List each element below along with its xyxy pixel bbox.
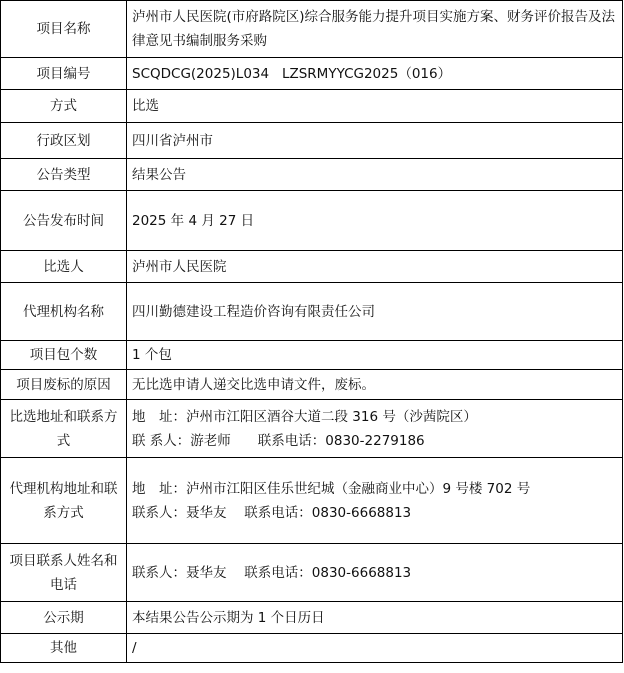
label-agency-name: 代理机构名称 [1,283,127,341]
value-purchaser: 泸州市人民医院 [127,251,623,283]
value-project-name: 泸州市人民医院(市府路院区)综合服务能力提升项目实施方案、财务评价报告及法律意见书编制服务采购 [127,1,623,58]
purchaser-contact-line: 联 系人：游老师 联系电话：0830-2279186 [132,432,425,449]
label-void-reason: 项目废标的原因 [1,370,127,400]
row-agency-name [1,283,623,341]
row-agency-contact [1,458,623,544]
row-project-contact [1,544,623,602]
row-region [1,123,623,159]
value-publish-date: 2025 年 4 月 27 日 [127,191,623,251]
value-region: 四川省泸州市 [127,123,623,159]
label-project-contact: 项目联系人姓名和电话 [1,544,127,602]
label-other: 其他 [1,634,127,663]
row-other [1,634,623,663]
value-other: / [127,634,623,663]
label-package-count: 项目包个数 [1,341,127,370]
row-project-number [1,58,623,90]
label-purchaser-contact: 比选地址和联系方式 [1,400,127,458]
row-project-name [1,1,623,58]
label-publicity-period: 公示期 [1,602,127,634]
row-publish-date [1,191,623,251]
row-purchaser-contact [1,400,623,458]
value-publicity-period: 本结果公告公示期为 1 个日历日 [127,602,623,634]
value-package-count: 1 个包 [127,341,623,370]
row-publicity-period [1,602,623,634]
label-agency-contact: 代理机构地址和联系方式 [1,458,127,544]
value-void-reason: 无比选申请人递交比选申请文件，废标。 [127,370,623,400]
row-purchaser [1,251,623,283]
agency-address-line: 地 址：泸州市江阳区佳乐世纪城（金融商业中心）9 号楼 702 号 [132,480,531,497]
purchaser-address-line: 地 址：泸州市江阳区酒谷大道二段 316 号（沙茜院区） [132,408,477,425]
value-project-number: SCQDCG(2025)L034 LZSRMYYCG2025（016） [127,58,623,90]
label-announcement-type: 公告类型 [1,159,127,191]
label-project-name: 项目名称 [1,1,127,58]
label-region: 行政区划 [1,123,127,159]
agency-contact-line: 联系人：聂华友 联系电话：0830-6668813 [132,504,412,521]
row-void-reason [1,370,623,400]
label-method: 方式 [1,90,127,123]
row-announcement-type [1,159,623,191]
label-purchaser: 比选人 [1,251,127,283]
value-agency-contact [127,458,623,544]
value-purchaser-contact [127,400,623,458]
value-method: 比选 [127,90,623,123]
row-method [1,90,623,123]
label-project-number: 项目编号 [1,58,127,90]
label-publish-date: 公告发布时间 [1,191,127,251]
value-agency-name: 四川勤德建设工程造价咨询有限责任公司 [127,283,623,341]
row-package-count [1,341,623,370]
value-project-contact: 联系人：聂华友 联系电话：0830-6668813 [127,544,623,602]
value-announcement-type: 结果公告 [127,159,623,191]
